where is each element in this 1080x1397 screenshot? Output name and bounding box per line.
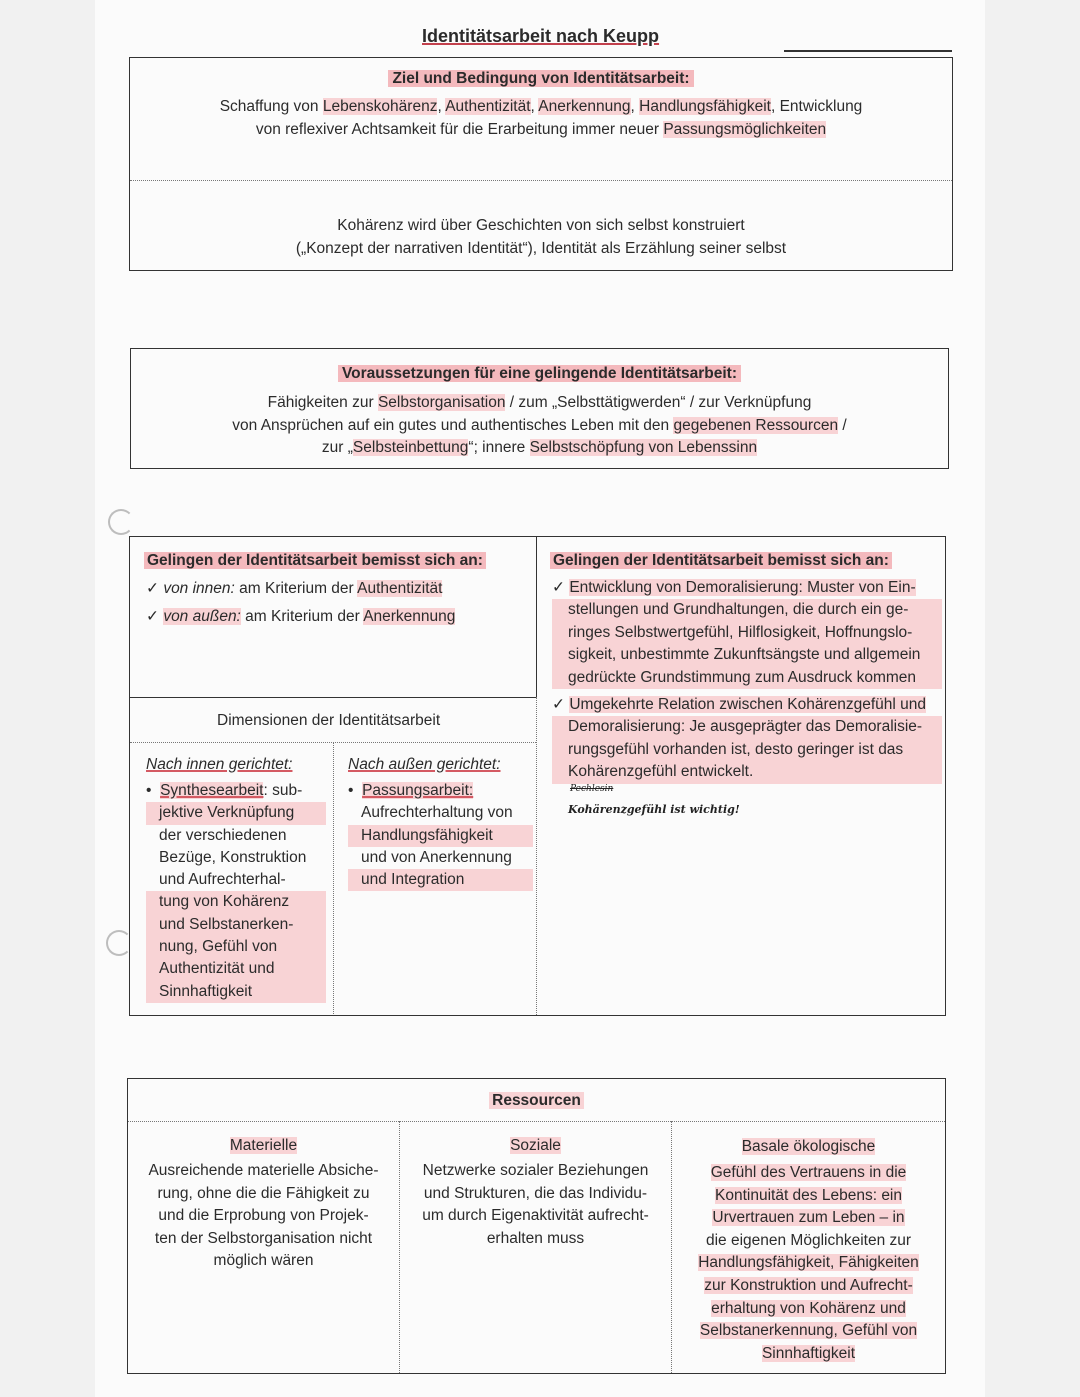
title-rule (784, 50, 952, 52)
social-text: Netzwerke sozialer Beziehungen und Strukturen, die das Individu- um durch Eigenaktivität aufrecht- erhalten muss (422, 1162, 649, 1247)
goal-heading: Ziel und Bedingung von Identitätsarbeit: (388, 70, 693, 87)
right-success-heading: Gelingen der Identitätsarbeit bemisst sich an: (550, 552, 892, 569)
prerequisites-line-1: Fähigkeiten zur Selbstorganisation / zum „Selbsttätigwerden“ / zur Verknüpfung (267, 394, 812, 411)
goal-line-2: von reflexiver Achtsamkeit für die Erarbeitung immer neuer Passungsmöglichkeiten (255, 121, 827, 138)
resources-heading: Ressourcen (489, 1092, 584, 1109)
half-divider-top (536, 537, 537, 697)
inner-text: • Synthesearbeit: sub- jektive Verknüpfung der verschiedenen Bezüge, Konstruktion und Aufrechterhal- tung von Kohärenz und Selbstanerken- nung, Gefühl von Authentizität und Sinnhaftigkeit (146, 780, 326, 1003)
goal-box (129, 57, 953, 271)
resources-box (127, 1078, 946, 1374)
goal-line-1: Schaffung von Lebenskohärenz, Authentizität, Anerkennung, Handlungsfähigkeit, Entwicklung (219, 98, 863, 115)
inner-label: Nach innen gerichtet: (146, 756, 293, 773)
prerequisites-line-2: von Ansprüchen auf ein gutes und authentisches Leben mit den gegebenen Ressourcen / (232, 417, 847, 434)
prerequisites-line-3: zur „Selbsteinbettung“; innere Selbstschöpfung von Lebenssinn (321, 439, 758, 456)
handwritten-note-1: Pechlesin (570, 784, 614, 794)
criterion-outer: ✓ von außen: am Kriterium der Anerkennung (146, 608, 456, 625)
dimensions-heading: Dimensionen der Identitätsarbeit (217, 712, 441, 729)
criterion-inner: ✓ von innen: am Kriterium der Authentizität (146, 580, 443, 597)
material-title: Materielle (229, 1137, 298, 1154)
ecological-text: Gefühl des Vertrauens in die Kontinuität des Lebens: ein Urvertrauen zum Leben – in die eigenen Möglichkeiten zur Handlungsfähigkeit, Fähigkeiten zur Konstruktion und Aufrecht- erhaltung von Kohärenz und Selbstanerkennung, Gefühl von Sinnhaftigkeit (698, 1164, 919, 1362)
narrative-line-2: („Konzept der narrativen Identität“), Identität als Erzählung seiner selbst (295, 240, 787, 257)
dimensions-col-divider (333, 742, 334, 1014)
narrative-line-1: Kohärenz wird über Geschichten von sich selbst konstruiert (337, 217, 745, 234)
material-text: Ausreichende materielle Absiche- rung, ohne die die Fähigkeit zu und die Erprobung von Projek- ten der Selbstorganisation nicht möglich wären (148, 1162, 379, 1269)
half-divider (536, 697, 537, 1015)
resources-divider (128, 1121, 945, 1122)
inverse-relation-item: ✓ Umgekehrte Relation zwischen Kohärenzgefühl und Demoralisierung: Je ausgeprägter das Demoralisie- rungsgefühl vorhanden ist, desto geringer ist das Kohärenzgefühl entwickelt. (552, 694, 942, 784)
page-title: Identitätsarbeit nach Keupp (422, 26, 660, 46)
prerequisites-heading: Voraussetzungen für eine gelingende Identitätsarbeit: (338, 365, 741, 382)
handwritten-note-2: Kohärenzgefühl ist wichtig! (568, 803, 740, 816)
prerequisites-box (130, 348, 949, 469)
social-title: Soziale (510, 1137, 561, 1154)
left-success-heading: Gelingen der Identitätsarbeit bemisst sich an: (144, 552, 486, 569)
ecological-title: Basale ökologische (741, 1138, 876, 1155)
outer-label: Nach außen gerichtet: (348, 756, 501, 773)
outer-text: • Passungsarbeit: Aufrechterhaltung von Handlungsfähigkeit und von Anerkennung und Integration (348, 780, 533, 891)
binder-hole-top (108, 509, 134, 535)
demoralization-item: ✓ Entwicklung von Demoralisierung: Muster von Ein- stellungen und Grundhaltungen, die durch ein ge- ringes Selbstwertgefühl, Hilflosigkeit, Hoffnungslo- sigkeit, unbestimmte Zukunftsängste und allgemein gedrückte Grundstimmung zum Ausdruck kommen (552, 577, 942, 689)
left-dimension-rule (130, 697, 537, 698)
goal-divider (130, 180, 952, 181)
success-box (129, 536, 946, 1016)
